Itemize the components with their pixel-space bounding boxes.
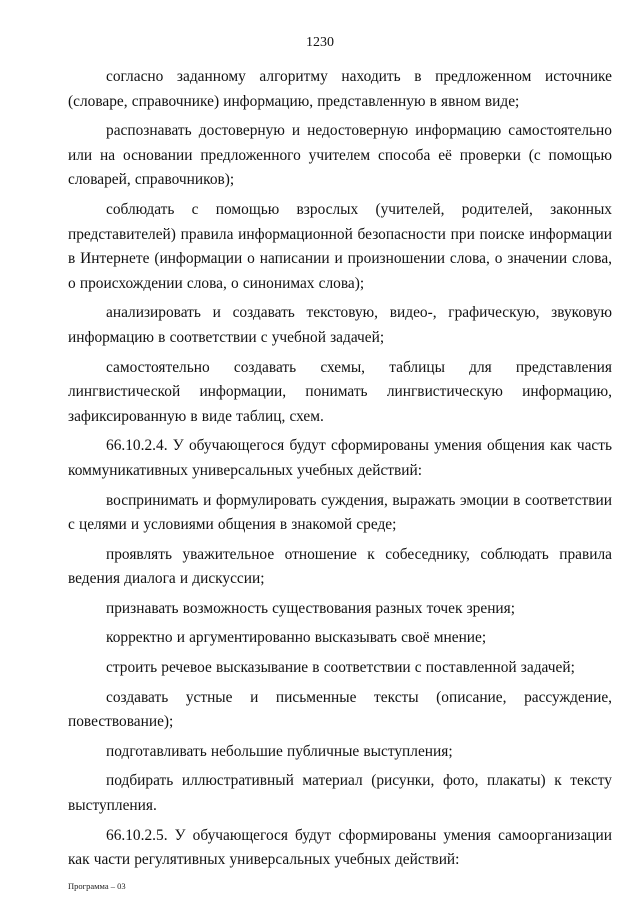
paragraph-perceive-formulate: воспринимать и формулировать суждения, выражать эмоции в соответствии с целями и условиями общения в знакомой среде; <box>68 491 612 534</box>
footer-program-label: Программа – 03 <box>68 881 126 891</box>
paragraph-recognize-information: распознавать достоверную и недостоверную информацию самостоятельно или на основании предложенного учителем способа её проверки (с помощью словарей, справочников); <box>68 122 612 189</box>
paragraph-find-information: согласно заданному алгоритму находить в предложенном источнике (словаре, справочнике) информацию, представленную в явном виде; <box>68 68 612 110</box>
page-number: 1230 <box>306 35 334 50</box>
paragraph-analyze-create-information: анализировать и создавать текстовую, видео-, графическую, звуковую информацию в соответствии с учебной задачей; <box>68 304 612 346</box>
paragraph-section-66-10-2-4: 66.10.2.4. У обучающегося будут сформированы умения общения как часть коммуникативных универсальных учебных действий: <box>68 437 612 479</box>
paragraph-information-safety: соблюдать с помощью взрослых (учителей, родителей, законных представителей) правила информационной безопасности при поиске информации в Интернете (информации о написании и произношении слова, о значении слова, о происхождении слова, о синонимах слова); <box>68 200 612 292</box>
paragraph-express-opinion: корректно и аргументированно высказывать своё мнение; <box>106 629 487 647</box>
paragraph-select-illustrations: подбирать иллюстративный материал (рисунки, фото, плакаты) к тексту выступления. <box>68 772 612 815</box>
paragraph-build-speech: строить речевое высказывание в соответствии с поставленной задачей; <box>106 659 575 677</box>
paragraph-different-viewpoints: признавать возможность существования разных точек зрения; <box>106 599 516 617</box>
paragraph-create-texts: создавать устные и письменные тексты (описание, рассуждение, повествование); <box>68 688 612 731</box>
paragraph-respectful-attitude: проявлять уважительное отношение к собеседнику, соблюдать правила ведения диалога и дискуссии; <box>68 545 612 588</box>
paragraph-prepare-speeches: подготавливать небольшие публичные выступления; <box>106 742 453 760</box>
document-body <box>68 65 612 878</box>
paragraph-create-schemes-tables: самостоятельно создавать схемы, таблицы для представления лингвистической информации, понимать лингвистическую информацию, зафиксированную в виде таблиц, схем. <box>68 358 612 425</box>
paragraph-section-66-10-2-5: 66.10.2.5. У обучающегося будут сформированы умения самоорганизации как части регулятивных универсальных учебных действий: <box>68 826 612 869</box>
